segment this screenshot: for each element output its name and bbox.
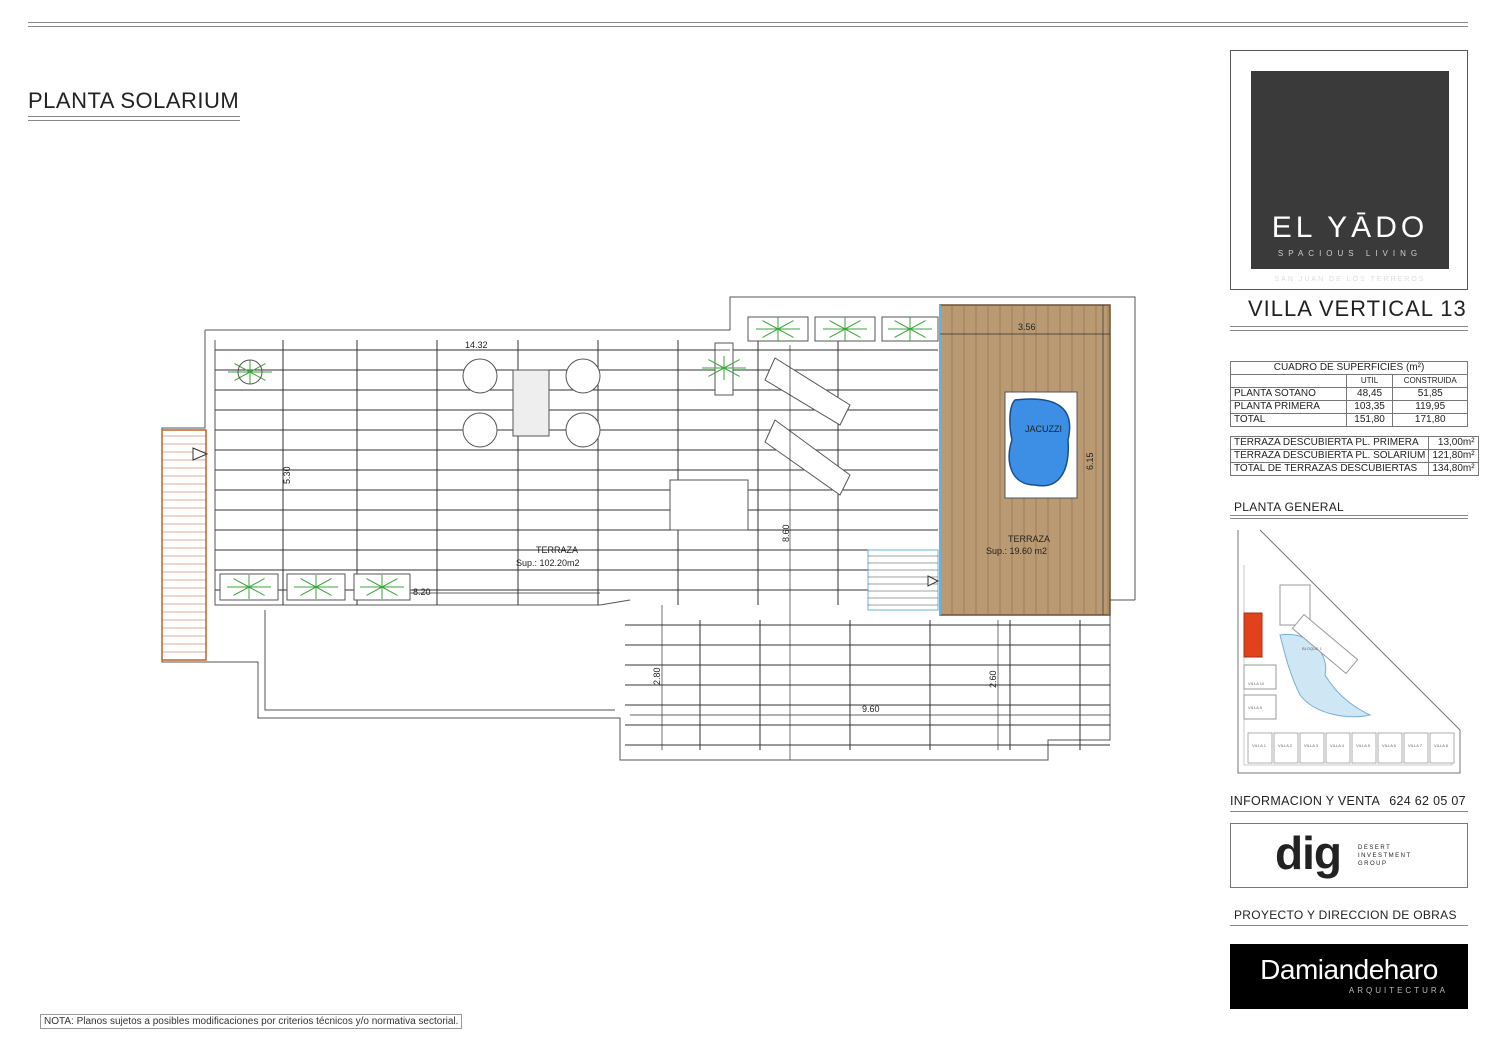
site-villa [1378,733,1402,763]
dim-9-60: 9.60 [862,704,880,714]
sheet-title: PLANTA SOLARIUM [28,88,240,113]
dim-3-56: 3.56 [1018,322,1036,332]
jacuzzi-label: JACUZZI [1025,424,1062,434]
site-rule [1230,515,1468,516]
sales-info [1230,794,1466,808]
terraza-deck-area: Sup.: 19.60 m2 [986,546,1048,556]
site-villa-label: VILLA 4 [1330,743,1345,748]
loungers [765,358,850,495]
skylight [670,480,748,530]
table-row: PLANTA SOTANO 48,45 51,85 [1231,388,1468,401]
brand-logo [1251,71,1449,283]
site-villa [1248,733,1272,763]
table-row: TOTAL DE TERRAZAS DESCUBIERTAS 134,80m² [1231,463,1479,476]
terraza-main-area: Sup.: 102.20m2 [516,558,580,568]
site-rule-2 [1230,518,1468,519]
site-villa-label: VILLA 3 [1304,743,1319,748]
dim-6-15: 6.15 [1085,452,1095,470]
table-row: TERRAZA DESCUBIERTA PL. SOLARIUM 121,80m² [1231,450,1479,463]
plant-leaf [234,372,250,380]
unit-title: VILLA VERTICAL 13 [1248,296,1467,321]
site-villa-label: VILLA 2 [1278,743,1293,748]
developer-name: DESERT INVESTMENT GROUP [1358,845,1412,867]
site-villa [1404,733,1428,763]
dim-2-80: 2.80 [652,667,662,685]
contact-rule [1230,811,1468,812]
plant-leaf [234,364,250,372]
developer-logo-box [1230,823,1468,888]
site-villa-label: VILLA 7 [1408,743,1423,748]
site-villa-label: VILLA 8 [1434,743,1449,748]
sales-label: INFORMACION Y VENTA [1230,794,1380,808]
disclaimer-note: NOTA: Planos sujetos a posibles modificaciones por criterios técnicos y/o normativa sectorial. [40,1014,462,1029]
dim-8-60: 8.60 [781,524,791,542]
dim-2-60: 2.60 [988,670,998,688]
architect-name: Damiandeharo [1260,954,1438,985]
brand-logo-box [1230,50,1468,290]
plant-leaf [250,364,266,372]
svg-text:BLOQUE 1: BLOQUE 1 [1302,646,1323,651]
direction-rule [1230,925,1468,926]
dining-table [513,370,549,436]
developer-logo: dig [1275,827,1341,879]
site-villa [1300,733,1324,763]
terraza-deck-label: TERRAZA [1008,534,1051,544]
direction-label: PROYECTO Y DIRECCION DE OBRAS [1234,908,1457,922]
areas-table: CUADRO DE SUPERFICIES (m²) UTIL CONSTRUIDA PLANTA SOTANO 48,45 51,85 PLANTA PRIMERA 103,35 119,95 TOTAL 151,80 171,80 [1230,361,1468,427]
terraza-main-label: TERRAZA [536,545,579,555]
site-villa-label: VILLA 6 [1382,743,1397,748]
table-row: TOTAL 151,80 171,80 [1231,414,1468,427]
dim-8-20: 8.20 [413,587,431,597]
plant-leaf [250,372,266,380]
brand-tagline: SPACIOUS LIVING [1277,249,1423,258]
table-row: PLANTA PRIMERA 103,35 119,95 [1231,401,1468,414]
architect-sub: ARQUITECTURA [1348,986,1448,995]
sales-phone: 624 62 05 07 [1389,794,1466,808]
terraces-table [1230,436,1479,476]
jacuzzi-water [1009,399,1070,486]
site-villa [1352,733,1376,763]
stair-arrow [193,448,207,460]
unit-rule-2 [1230,330,1468,331]
site-villa [1430,733,1454,763]
site-plan-label: PLANTA GENERAL [1234,500,1345,514]
areas-table-title: CUADRO DE SUPERFICIES (m²) [1231,362,1468,375]
site-villa [1274,733,1298,763]
site-plan-map [1230,525,1468,775]
architect-logo [1230,944,1468,1009]
dim-5-30: 5.30 [282,466,292,484]
dim-14-32: 14.32 [465,340,488,350]
svg-text:VILLA 9: VILLA 9 [1248,705,1263,710]
unit-rule [1230,326,1468,327]
site-villa [1326,733,1350,763]
svg-text:VILLA 10: VILLA 10 [1248,681,1265,686]
villa-13-highlight [1244,613,1262,657]
site-villa-label: VILLA 5 [1356,743,1371,748]
site-villa-label: VILLA 1 [1252,743,1267,748]
brand-location: SAN JUAN DE LOS TERREROS [1274,276,1426,283]
table-row: TERRAZA DESCUBIERTA PL. PRIMERA 13,00m² [1231,437,1479,450]
staircase [162,430,206,660]
brand-name: EL YĀDO [1271,211,1429,244]
